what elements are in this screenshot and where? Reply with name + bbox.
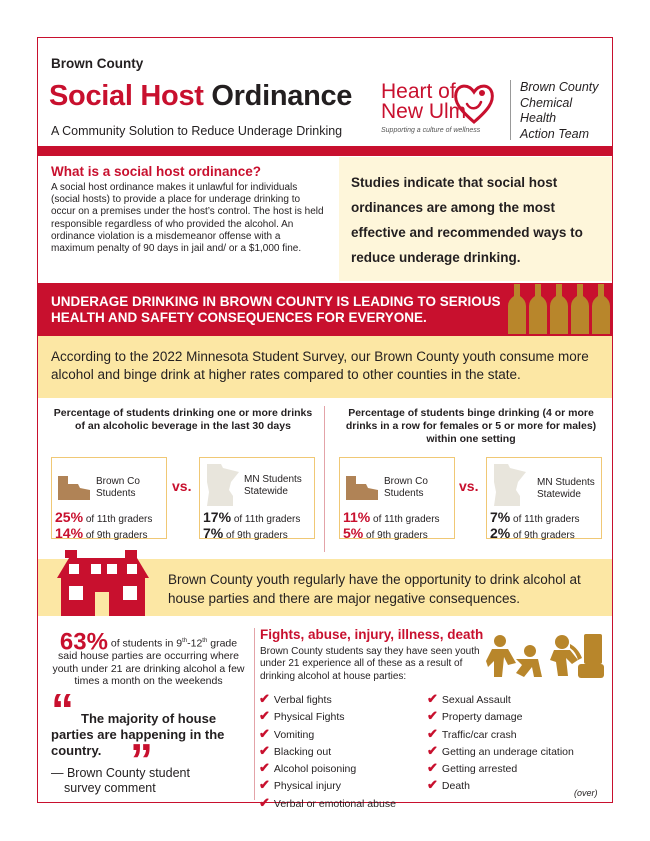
brown-binge-11th-stat bbox=[343, 509, 440, 525]
stat-sup-a: th bbox=[182, 638, 188, 644]
close-quote-icon: ” bbox=[130, 734, 153, 786]
list-item bbox=[259, 760, 396, 777]
list-item-label: Getting arrested bbox=[441, 763, 518, 776]
brown-binge-11th-percent: 11% bbox=[343, 509, 371, 525]
list-item-label: Verbal fights bbox=[273, 694, 332, 706]
checkmark-icon: ✔ bbox=[259, 777, 270, 793]
stat-text-b: -12 bbox=[187, 637, 203, 650]
brown-county-label: Brown Co Students bbox=[96, 476, 140, 499]
left-vs-label: vs. bbox=[172, 478, 192, 494]
brown-11th-percent: 25% bbox=[55, 509, 84, 525]
what-is-body: A social host ordinance makes it unlawful for individuals (social hosts) to provide a place for underage drinking to occur on a premises under the host’s control. The host is held responsible regardless of who provided the alcohol. An ordinance violation is a misdemeanor offense with a maximum penalty of 90 days in jail and/ or a $1,000 fine. bbox=[51, 182, 324, 255]
right-brown-county-box bbox=[339, 457, 455, 539]
team-line-2: Chemical bbox=[520, 95, 573, 110]
header-divider-bar bbox=[38, 146, 612, 156]
list-item bbox=[259, 726, 396, 743]
mn-binge-11th-label: of 11th graders bbox=[513, 514, 580, 525]
list-item bbox=[427, 777, 574, 794]
mn-binge-9th-stat bbox=[490, 525, 575, 541]
fights-heading: Fights, abuse, injury, illness, death bbox=[260, 627, 484, 642]
consequences-list-2 bbox=[427, 691, 574, 795]
list-item-label: Alcohol poisoning bbox=[273, 763, 357, 776]
brown-binge-9th-percent: 5% bbox=[343, 525, 364, 541]
list-item bbox=[427, 726, 574, 743]
page-subtitle: A Community Solution to Reduce Underage Drinking bbox=[51, 124, 343, 138]
fights-intro: Brown County students say they have seen youth under 21 experience all of these as a result of drinking alcohol at house parties: bbox=[260, 646, 480, 682]
brown-binge-11th-label: of 11th graders bbox=[373, 514, 440, 525]
action-team-name bbox=[520, 80, 610, 142]
team-line-1: Brown County bbox=[520, 80, 599, 94]
mn-9th-label: of 9th graders bbox=[226, 530, 288, 541]
mn-9th-stat bbox=[203, 525, 288, 541]
list-item bbox=[259, 777, 396, 794]
heart-logo-icon bbox=[452, 80, 496, 126]
minnesota-map-icon bbox=[490, 462, 528, 508]
what-is-heading: What is a social host ordinance? bbox=[51, 164, 262, 179]
mn-binge-11th-stat bbox=[490, 509, 580, 525]
house-party-percent: 63% bbox=[59, 628, 108, 656]
list-item bbox=[259, 708, 396, 725]
minnesota-map-icon bbox=[203, 462, 241, 508]
open-quote-icon: “ bbox=[51, 684, 74, 736]
brown-9th-label: of 9th graders bbox=[85, 530, 148, 541]
page-title bbox=[49, 80, 352, 113]
checkmark-icon: ✔ bbox=[427, 777, 438, 793]
list-item bbox=[259, 743, 396, 760]
mn-9th-percent: 7% bbox=[203, 525, 224, 541]
brown-9th-percent: 14% bbox=[55, 525, 84, 541]
bottles-icon bbox=[508, 282, 612, 336]
stat-text-c: grade said house parties are occurring where youth under 21 are drinking alcohol a few times a month on the weekends bbox=[52, 637, 245, 687]
left-minnesota-box bbox=[199, 457, 315, 539]
team-line-3: Health bbox=[520, 111, 557, 125]
house-parties-text: Brown County youth regularly have the opportunity to drink alcohol at house parties and there are major negative consequences. bbox=[168, 572, 581, 606]
mn-11th-stat bbox=[203, 509, 300, 525]
house-icon bbox=[55, 544, 151, 616]
stat-text-a: of students in 9 bbox=[110, 637, 183, 650]
student-quote-text: The majority of house parties are happening in the country. bbox=[51, 711, 225, 758]
fighting-people-icon bbox=[486, 633, 542, 679]
county-label: Brown County bbox=[51, 56, 144, 71]
quote-attribution-line-2: survey comment bbox=[64, 781, 156, 795]
page-over-note: (over) bbox=[574, 788, 598, 798]
minnesota-label: MN Students Statewide bbox=[244, 474, 302, 497]
brown-county-map-icon bbox=[344, 472, 380, 502]
consequences-divider bbox=[254, 628, 255, 800]
checkmark-icon: ✔ bbox=[427, 708, 438, 724]
list-item-label: Physical injury bbox=[273, 780, 342, 793]
right-vs-label: vs. bbox=[459, 478, 479, 494]
list-item-label: Getting an underage citation bbox=[441, 745, 574, 758]
checkmark-icon: ✔ bbox=[427, 691, 438, 706]
title-part-1: Social Host bbox=[49, 80, 204, 112]
mn-binge-9th-percent: 2% bbox=[490, 525, 511, 541]
survey-text: According to the 2022 Minnesota Student Survey, our Brown County youth consume more alcohol and binge drink at higher rates compared to other counties in the state. bbox=[51, 349, 589, 382]
list-item-label: Death bbox=[441, 780, 470, 793]
quote-attribution-line-1: — Brown County student bbox=[51, 766, 190, 780]
list-item bbox=[259, 795, 396, 812]
quote-attribution bbox=[51, 766, 251, 796]
checkmark-icon: ✔ bbox=[259, 742, 270, 758]
checkmark-icon: ✔ bbox=[259, 760, 270, 776]
consequences-list-1 bbox=[259, 691, 396, 812]
vomiting-person-icon bbox=[548, 630, 606, 680]
checkmark-icon: ✔ bbox=[259, 708, 270, 724]
studies-callout-text: Studies indicate that social host ordinances are among the most effective and recommended ways to reduce underage drinking. bbox=[351, 175, 583, 265]
mn-binge-9th-label: of 9th graders bbox=[513, 530, 575, 541]
brown-9th-stat bbox=[55, 525, 148, 541]
right-stats-heading: Percentage of students binge drinking (4 or more drinks in a row for females or 5 or more for males) within one setting bbox=[345, 407, 597, 445]
left-stats-heading: Percentage of students drinking one or more drinks of an alcoholic beverage in the last 30 days bbox=[53, 407, 313, 432]
list-item-label: Verbal or emotional abuse bbox=[273, 797, 396, 810]
checkmark-icon: ✔ bbox=[259, 725, 270, 741]
logo-tagline: Supporting a culture of wellness bbox=[381, 127, 481, 134]
logo-line-2: New Ulm bbox=[381, 100, 467, 123]
list-item-label: Sexual Assault bbox=[441, 694, 511, 706]
left-brown-county-box bbox=[51, 457, 167, 539]
list-item-label: Traffic/car crash bbox=[441, 728, 517, 741]
checkmark-icon: ✔ bbox=[259, 691, 270, 706]
checkmark-icon: ✔ bbox=[427, 725, 438, 741]
mn-11th-percent: 17% bbox=[203, 509, 232, 525]
checkmark-icon: ✔ bbox=[427, 760, 438, 776]
house-party-stat bbox=[51, 628, 246, 688]
stat-sup-b: th bbox=[202, 638, 208, 644]
list-item-label: Blacking out bbox=[273, 745, 332, 758]
logo-line-1: Heart of bbox=[381, 80, 456, 103]
team-line-4: Action Team bbox=[520, 126, 590, 141]
list-item-label: Property damage bbox=[441, 711, 523, 724]
brown-binge-9th-label: of 9th graders bbox=[366, 530, 428, 541]
list-item bbox=[427, 708, 574, 725]
list-item-label: Physical Fights bbox=[273, 711, 345, 724]
consequences-banner-text: UNDERAGE DRINKING IN BROWN COUNTY IS LEADING TO SERIOUS HEALTH AND SAFETY CONSEQUENCES FOR EVERYONE. bbox=[51, 294, 501, 325]
brown-11th-stat bbox=[55, 509, 152, 525]
brown-county-label: Brown Co Students bbox=[384, 476, 428, 499]
brown-binge-9th-stat bbox=[343, 525, 428, 541]
mn-binge-11th-percent: 7% bbox=[490, 509, 511, 525]
checkmark-icon: ✔ bbox=[427, 742, 438, 758]
brown-county-map-icon bbox=[56, 472, 92, 502]
mn-11th-label: of 11th graders bbox=[233, 514, 301, 525]
list-item bbox=[427, 760, 574, 777]
stats-divider bbox=[324, 406, 325, 552]
list-item bbox=[259, 691, 396, 708]
list-item bbox=[427, 691, 574, 708]
logo-divider bbox=[510, 80, 511, 140]
right-minnesota-box bbox=[486, 457, 602, 539]
brown-11th-label: of 11th graders bbox=[85, 514, 153, 525]
list-item-label: Vomiting bbox=[273, 728, 315, 741]
minnesota-label: MN Students Statewide bbox=[537, 477, 595, 500]
checkmark-icon: ✔ bbox=[259, 794, 270, 810]
title-part-2: Ordinance bbox=[211, 80, 353, 112]
list-item bbox=[427, 743, 574, 760]
